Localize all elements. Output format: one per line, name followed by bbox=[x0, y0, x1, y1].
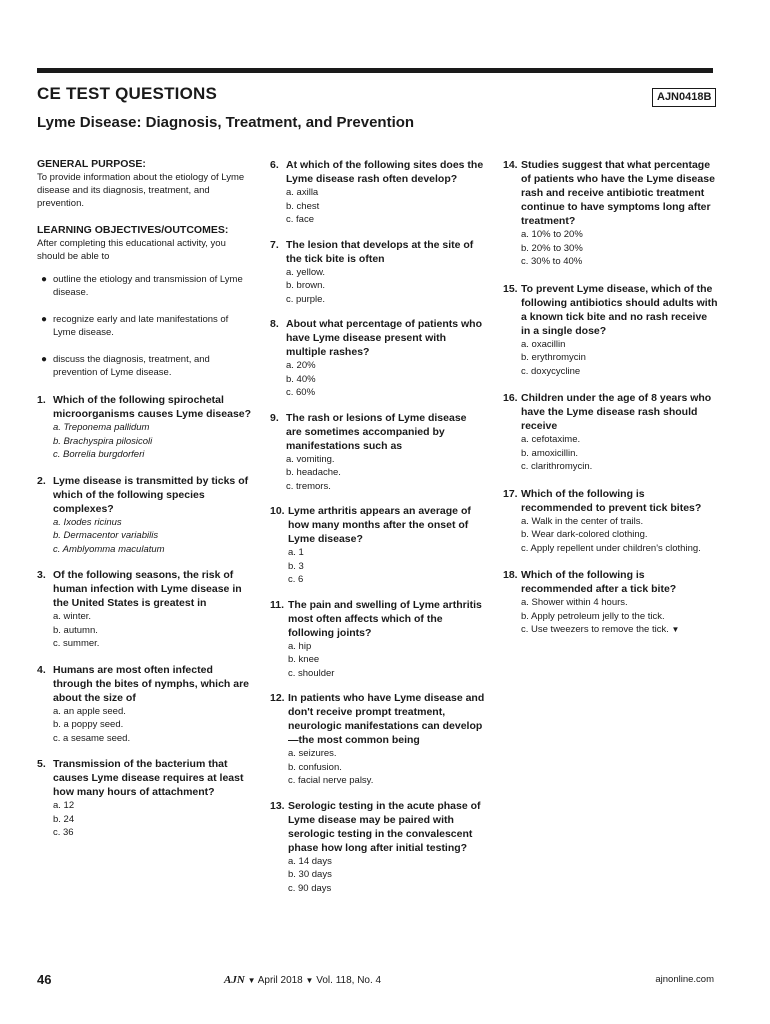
answer-option: a. 14 days bbox=[288, 855, 332, 867]
bullet-icon: ● bbox=[41, 314, 48, 325]
question-number: 16. bbox=[503, 392, 518, 404]
answer-option: b. erythromycin bbox=[521, 352, 586, 363]
answer-options bbox=[270, 266, 485, 307]
general-purpose-heading: GENERAL PURPOSE: bbox=[37, 158, 146, 170]
answer-option: b. 24 bbox=[53, 813, 75, 825]
question-number: 4. bbox=[37, 663, 46, 676]
answer-option: b. autumn. bbox=[53, 624, 98, 636]
question-text: The lesion that develops at the site of the tick bite is often bbox=[286, 238, 474, 265]
question-number: 17. bbox=[503, 487, 518, 500]
answer-option: b. 3 bbox=[288, 560, 304, 572]
answer-option: a. seizures. bbox=[288, 748, 337, 759]
general-purpose-text: To provide information about the etiology of Lyme disease and its diagnosis, treatment, and prevention. bbox=[37, 172, 245, 209]
bullet-icon: ● bbox=[41, 274, 48, 285]
bullet-icon: ● bbox=[41, 354, 48, 365]
answer-option: c. 30% to 40% bbox=[521, 256, 583, 267]
answer-options bbox=[270, 640, 485, 681]
answer-option: c. doxycycline bbox=[521, 365, 581, 377]
objectives-heading: LEARNING OBJECTIVES/OUTCOMES: bbox=[37, 224, 229, 236]
question-number: 18. bbox=[503, 569, 518, 581]
answer-options bbox=[37, 610, 252, 651]
triangle-icon: ▼ bbox=[305, 976, 314, 985]
journal-logo: AJN bbox=[224, 974, 245, 986]
answer-options bbox=[503, 515, 718, 556]
question-number: 14. bbox=[503, 159, 518, 171]
answer-option: b. a poppy seed. bbox=[53, 719, 124, 730]
question-stem bbox=[270, 317, 485, 359]
answer-options bbox=[270, 453, 485, 494]
website-url: ajnonline.com bbox=[655, 974, 714, 985]
answer-option: c. Borrelia burgdorferi bbox=[53, 449, 145, 460]
answer-option: b. 30 days bbox=[288, 869, 332, 880]
questions-column-1 bbox=[37, 393, 252, 840]
answer-option: b. Wear dark-colored clothing. bbox=[521, 529, 648, 540]
answer-option: c. Amblyomma maculatum bbox=[53, 543, 165, 555]
answer-option: c. 6 bbox=[288, 574, 304, 585]
question-number: 9. bbox=[270, 411, 279, 424]
answer-options bbox=[503, 433, 718, 474]
question-6 bbox=[270, 158, 485, 227]
question-text: Which of the following is recommended after a tick bite? bbox=[521, 569, 677, 595]
question-stem bbox=[503, 568, 718, 596]
question-stem bbox=[37, 663, 252, 705]
answer-option: a. winter. bbox=[53, 611, 92, 622]
answer-option: c. 36 bbox=[53, 827, 74, 838]
question-number: 2. bbox=[37, 474, 46, 487]
answer-option: a. an apple seed. bbox=[53, 705, 126, 717]
answer-option: b. amoxicillin. bbox=[521, 447, 579, 459]
answer-option: a. 20% bbox=[286, 360, 316, 371]
course-code-badge: AJN0418B bbox=[652, 88, 716, 107]
journal-citation bbox=[224, 974, 381, 986]
question-text: Transmission of the bacterium that causes Lyme disease requires at least how many hours of attachment? bbox=[53, 758, 244, 798]
column-2 bbox=[270, 158, 485, 895]
answer-option: a. axilla bbox=[286, 187, 319, 198]
answer-option: c. facial nerve palsy. bbox=[288, 775, 374, 786]
answer-options bbox=[503, 596, 718, 637]
question-number: 5. bbox=[37, 758, 46, 770]
answer-option: a. vomiting. bbox=[286, 453, 335, 465]
question-7 bbox=[270, 238, 485, 307]
answer-options bbox=[37, 516, 252, 557]
question-8 bbox=[270, 317, 485, 400]
column-3 bbox=[503, 158, 718, 637]
question-stem bbox=[37, 474, 252, 516]
answer-option: a. hip bbox=[288, 640, 312, 652]
answer-option: c. Apply repellent under children's clothing. bbox=[521, 542, 701, 554]
questions-column-2 bbox=[270, 158, 485, 895]
answer-option: a. yellow. bbox=[286, 266, 326, 278]
answer-options bbox=[37, 799, 252, 840]
question-number: 13. bbox=[270, 799, 285, 812]
answer-option: b. Dermacentor variabilis bbox=[53, 530, 159, 541]
answer-option: c. 90 days bbox=[288, 882, 332, 894]
question-stem bbox=[270, 411, 485, 453]
answer-option: b. 40% bbox=[286, 373, 316, 385]
question-number: 6. bbox=[270, 159, 279, 171]
question-text: Children under the age of 8 years who have the Lyme disease rash should receive bbox=[521, 392, 712, 432]
question-13 bbox=[270, 799, 485, 896]
question-stem bbox=[37, 757, 252, 799]
question-text: Which of the following is recommended to prevent tick bites? bbox=[521, 487, 702, 514]
question-stem bbox=[37, 393, 252, 421]
question-number: 12. bbox=[270, 692, 285, 704]
questions-column-3 bbox=[503, 158, 718, 637]
question-stem bbox=[270, 799, 485, 855]
answer-option: b. confusion. bbox=[288, 761, 342, 773]
answer-option: a. cefotaxime. bbox=[521, 434, 581, 445]
question-stem bbox=[270, 238, 485, 266]
answer-option: b. knee bbox=[288, 654, 320, 665]
answer-option: a. 1 bbox=[288, 547, 304, 558]
question-11 bbox=[270, 598, 485, 681]
answer-option: c. shoulder bbox=[288, 667, 335, 679]
general-purpose-section bbox=[37, 158, 252, 210]
objective-item: ● outline the etiology and transmission of Lyme disease. bbox=[41, 274, 243, 298]
end-mark-icon: ▼ bbox=[671, 625, 680, 634]
question-number: 3. bbox=[37, 569, 46, 581]
question-text: Lyme disease is transmitted by ticks of which of the following species complexes? bbox=[53, 474, 249, 515]
answer-option: c. a sesame seed. bbox=[53, 732, 131, 744]
question-stem bbox=[503, 282, 718, 338]
question-text: To prevent Lyme disease, which of the following antibiotics should adults with a known tick bite and no rash receive in a single dose? bbox=[521, 282, 718, 337]
question-2 bbox=[37, 474, 252, 557]
question-stem bbox=[37, 568, 252, 610]
column-1 bbox=[37, 158, 252, 840]
question-text: In patients who have Lyme disease and don't receive prompt treatment, neurologic manifestations can develop—the most common being bbox=[288, 692, 485, 746]
answer-option: a. oxacillin bbox=[521, 338, 566, 350]
answer-option: a. Ixodes ricinus bbox=[53, 516, 122, 528]
answer-option: b. 20% to 30% bbox=[521, 242, 583, 254]
answer-option: c. summer. bbox=[53, 638, 100, 649]
question-text: At which of the following sites does the Lyme disease rash often develop? bbox=[286, 159, 484, 185]
answer-option: b. headache. bbox=[286, 467, 341, 478]
answer-option: b. Apply petroleum jelly to the tick. bbox=[521, 610, 665, 622]
question-text: About what percentage of patients who have Lyme disease present with multiple rashes? bbox=[286, 318, 483, 358]
answer-options bbox=[503, 228, 718, 269]
question-stem bbox=[503, 158, 718, 228]
question-17 bbox=[503, 487, 718, 556]
question-text: Studies suggest that what percentage of patients who have the Lyme disease rash and receive antibiotic treatment continue to have symptoms long after treatment? bbox=[521, 159, 715, 227]
answer-options bbox=[503, 338, 718, 379]
answer-option: a. 10% to 20% bbox=[521, 229, 583, 240]
question-16 bbox=[503, 391, 718, 474]
question-4 bbox=[37, 663, 252, 746]
question-text: Humans are most often infected through the bites of nymphs, which are about the size of bbox=[53, 663, 250, 704]
page-title: CE TEST QUESTIONS bbox=[37, 84, 218, 103]
page-number: 46 bbox=[37, 972, 52, 987]
triangle-icon: ▼ bbox=[247, 976, 256, 985]
question-text: Serologic testing in the acute phase of Lyme disease may be paired with serologic testing in the convalescent phase how long after initial testing? bbox=[288, 799, 481, 854]
answer-option: c. clarithromycin. bbox=[521, 461, 593, 472]
question-14 bbox=[503, 158, 718, 269]
question-number: 15. bbox=[503, 282, 518, 295]
answer-option: b. Brachyspira pilosicoli bbox=[53, 435, 153, 447]
question-text: The pain and swelling of Lyme arthritis most often affects which of the following joints? bbox=[288, 598, 482, 639]
answer-option: c. Use tweezers to remove the tick. ▼ bbox=[521, 624, 680, 635]
answer-options bbox=[37, 705, 252, 746]
answer-options bbox=[270, 855, 485, 896]
objective-item: ● recognize early and late manifestations of Lyme disease. bbox=[41, 314, 229, 338]
answer-option: b. brown. bbox=[286, 280, 326, 291]
objectives-section bbox=[37, 224, 252, 379]
answer-option: c. 60% bbox=[286, 387, 316, 398]
answer-option: c. tremors. bbox=[286, 480, 331, 492]
question-9 bbox=[270, 411, 485, 494]
answer-option: a. Shower within 4 hours. bbox=[521, 597, 628, 608]
answer-option: a. 12 bbox=[53, 800, 75, 811]
issue-volume: Vol. 118, No. 4 bbox=[316, 975, 382, 986]
question-stem bbox=[270, 158, 485, 186]
top-rule bbox=[37, 68, 713, 73]
question-1 bbox=[37, 393, 252, 462]
question-number: 11. bbox=[270, 598, 285, 611]
answer-options bbox=[270, 359, 485, 400]
question-stem bbox=[270, 691, 485, 747]
answer-option: a. Walk in the center of trails. bbox=[521, 515, 644, 527]
question-10 bbox=[270, 504, 485, 587]
question-12 bbox=[270, 691, 485, 788]
question-text: The rash or lesions of Lyme disease are sometimes accompanied by manifestations such as bbox=[286, 411, 467, 452]
answer-options bbox=[270, 747, 485, 788]
question-stem bbox=[503, 487, 718, 515]
question-15 bbox=[503, 282, 718, 379]
question-18 bbox=[503, 568, 718, 637]
question-number: 1. bbox=[37, 394, 46, 406]
question-text: Lyme arthritis appears an average of how many months after the onset of Lyme disease? bbox=[288, 505, 471, 545]
objectives-intro: After completing this educational activity, you should be able to bbox=[37, 238, 226, 262]
question-number: 7. bbox=[270, 238, 279, 251]
answer-options bbox=[37, 421, 252, 462]
question-text: Of the following seasons, the risk of human infection with Lyme disease in the United States is greatest in bbox=[53, 569, 242, 609]
issue-date: April 2018 bbox=[257, 975, 303, 986]
objectives-list bbox=[37, 273, 252, 379]
question-stem bbox=[503, 391, 718, 433]
question-text: Which of the following spirochetal microorganisms causes Lyme disease? bbox=[53, 394, 252, 420]
question-5 bbox=[37, 757, 252, 840]
answer-option: c. purple. bbox=[286, 293, 326, 305]
answer-option: b. chest bbox=[286, 200, 320, 212]
question-number: 8. bbox=[270, 318, 279, 330]
objective-item: ● discuss the diagnosis, treatment, and prevention of Lyme disease. bbox=[41, 354, 210, 378]
question-number: 10. bbox=[270, 505, 285, 517]
answer-options bbox=[270, 546, 485, 587]
question-stem bbox=[270, 598, 485, 640]
question-3 bbox=[37, 568, 252, 651]
question-stem bbox=[270, 504, 485, 546]
article-subtitle: Lyme Disease: Diagnosis, Treatment, and Prevention bbox=[37, 114, 415, 131]
answer-option: c. face bbox=[286, 214, 314, 225]
answer-option: a. Treponema pallidum bbox=[53, 422, 150, 433]
answer-options bbox=[270, 186, 485, 227]
